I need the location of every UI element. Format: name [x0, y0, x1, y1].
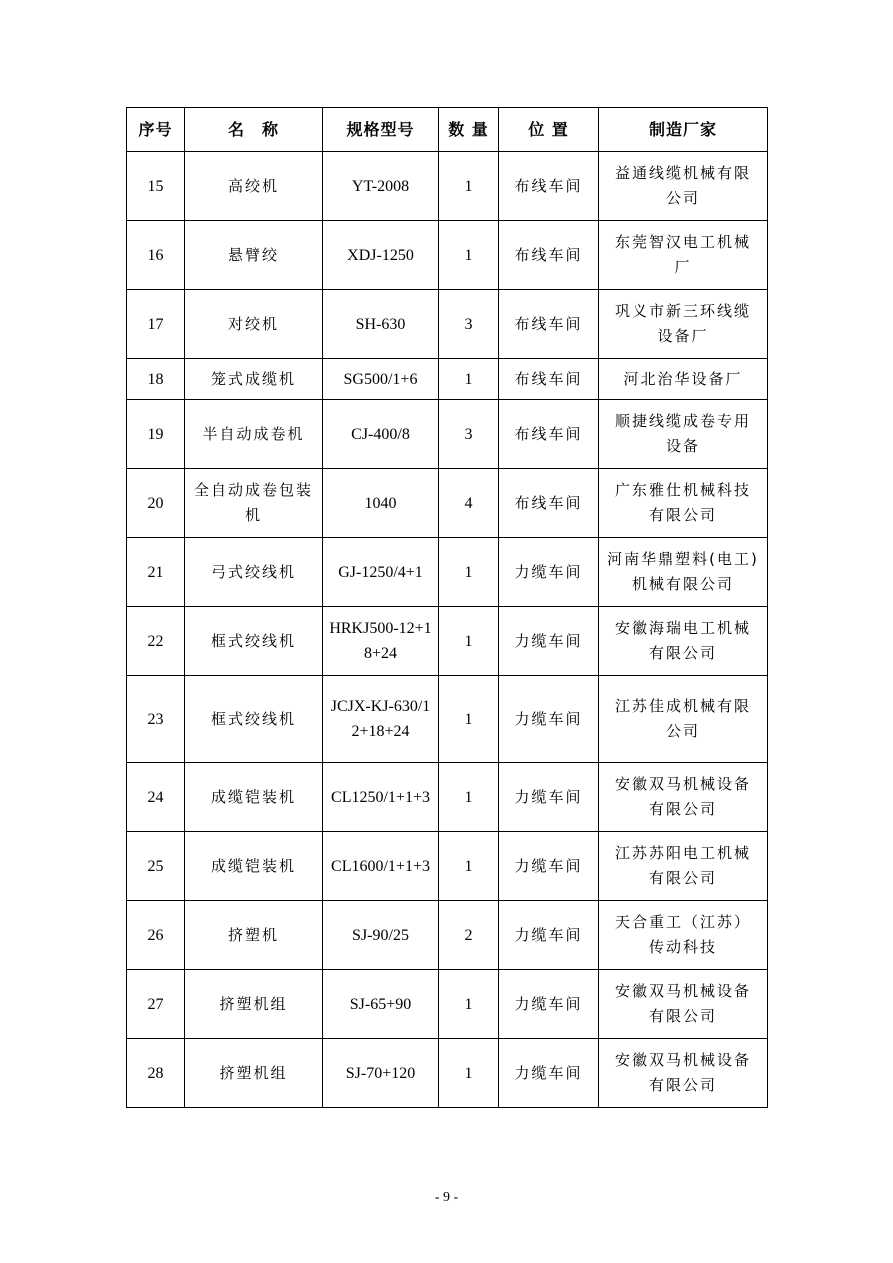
cell-name: 悬臂绞: [185, 221, 323, 290]
cell-serial-number: 18: [127, 359, 185, 400]
cell-name: 框式绞线机: [185, 607, 323, 676]
cell-name: 框式绞线机: [185, 676, 323, 763]
cell-quantity: 1: [439, 1039, 499, 1108]
cell-model: YT-2008: [323, 152, 439, 221]
cell-quantity: 1: [439, 538, 499, 607]
cell-location: 力缆车间: [499, 970, 599, 1039]
table-row: [127, 469, 768, 538]
cell-location: 力缆车间: [499, 538, 599, 607]
cell-serial-number: 15: [127, 152, 185, 221]
table-row: [127, 359, 768, 400]
cell-location: 布线车间: [499, 152, 599, 221]
cell-model: SH-630: [323, 290, 439, 359]
cell-name: 成缆铠装机: [185, 763, 323, 832]
cell-name: 笼式成缆机: [185, 359, 323, 400]
cell-serial-number: 17: [127, 290, 185, 359]
cell-manufacturer: 河北治华设备厂: [599, 359, 768, 400]
cell-model: HRKJ500-12+18+24: [323, 607, 439, 676]
cell-manufacturer: 天合重工（江苏）传动科技: [599, 901, 768, 970]
cell-model: SG500/1+6: [323, 359, 439, 400]
cell-name: 全自动成卷包装机: [185, 469, 323, 538]
cell-name: 挤塑机组: [185, 1039, 323, 1108]
cell-model: CL1600/1+1+3: [323, 832, 439, 901]
cell-model: CJ-400/8: [323, 400, 439, 469]
cell-serial-number: 16: [127, 221, 185, 290]
cell-serial-number: 19: [127, 400, 185, 469]
header-manufacturer: 制造厂家: [599, 108, 768, 152]
cell-location: 力缆车间: [499, 763, 599, 832]
header-name: 名 称: [185, 108, 323, 152]
cell-serial-number: 22: [127, 607, 185, 676]
table-row: [127, 1039, 768, 1108]
cell-location: 力缆车间: [499, 901, 599, 970]
table-body: [127, 152, 768, 1108]
page-number: - 9 -: [434, 1190, 459, 1205]
table-row: [127, 970, 768, 1039]
table-row: [127, 607, 768, 676]
cell-manufacturer: 安徽双马机械设备有限公司: [599, 1039, 768, 1108]
cell-location: 布线车间: [499, 400, 599, 469]
table-row: [127, 763, 768, 832]
cell-location: 布线车间: [499, 359, 599, 400]
table-row: [127, 538, 768, 607]
cell-location: 布线车间: [499, 290, 599, 359]
table-row: [127, 221, 768, 290]
cell-quantity: 2: [439, 901, 499, 970]
cell-name: 弓式绞线机: [185, 538, 323, 607]
cell-name: 高绞机: [185, 152, 323, 221]
cell-manufacturer: 益通线缆机械有限公司: [599, 152, 768, 221]
cell-serial-number: 27: [127, 970, 185, 1039]
cell-location: 力缆车间: [499, 607, 599, 676]
cell-manufacturer: 安徽双马机械设备有限公司: [599, 763, 768, 832]
cell-model: JCJX-KJ-630/12+18+24: [323, 676, 439, 763]
table-row: [127, 901, 768, 970]
cell-manufacturer: 顺捷线缆成卷专用设备: [599, 400, 768, 469]
header-location: 位 置: [499, 108, 599, 152]
cell-quantity: 1: [439, 221, 499, 290]
cell-serial-number: 26: [127, 901, 185, 970]
cell-manufacturer: 江苏佳成机械有限公司: [599, 676, 768, 763]
header-model: 规格型号: [323, 108, 439, 152]
cell-quantity: 1: [439, 970, 499, 1039]
cell-quantity: 1: [439, 359, 499, 400]
table-row: [127, 152, 768, 221]
cell-name: 挤塑机: [185, 901, 323, 970]
cell-manufacturer: 河南华鼎塑料(电工)机械有限公司: [599, 538, 768, 607]
table-row: [127, 290, 768, 359]
cell-name: 挤塑机组: [185, 970, 323, 1039]
table-row: [127, 676, 768, 763]
cell-name: 半自动成卷机: [185, 400, 323, 469]
cell-serial-number: 25: [127, 832, 185, 901]
cell-model: 1040: [323, 469, 439, 538]
cell-model: XDJ-1250: [323, 221, 439, 290]
cell-manufacturer: 安徽海瑞电工机械有限公司: [599, 607, 768, 676]
cell-location: 力缆车间: [499, 832, 599, 901]
table-row: [127, 832, 768, 901]
cell-model: CL1250/1+1+3: [323, 763, 439, 832]
cell-quantity: 4: [439, 469, 499, 538]
cell-quantity: 1: [439, 832, 499, 901]
cell-manufacturer: 江苏苏阳电工机械有限公司: [599, 832, 768, 901]
cell-serial-number: 20: [127, 469, 185, 538]
cell-manufacturer: 巩义市新三环线缆设备厂: [599, 290, 768, 359]
cell-model: GJ-1250/4+1: [323, 538, 439, 607]
cell-location: 力缆车间: [499, 1039, 599, 1108]
table-row: [127, 400, 768, 469]
cell-location: 力缆车间: [499, 676, 599, 763]
cell-model: SJ-70+120: [323, 1039, 439, 1108]
cell-manufacturer: 安徽双马机械设备有限公司: [599, 970, 768, 1039]
cell-location: 布线车间: [499, 469, 599, 538]
cell-quantity: 1: [439, 152, 499, 221]
header-serial-number: 序号: [127, 108, 185, 152]
cell-model: SJ-90/25: [323, 901, 439, 970]
cell-serial-number: 28: [127, 1039, 185, 1108]
cell-name: 对绞机: [185, 290, 323, 359]
cell-quantity: 1: [439, 763, 499, 832]
cell-quantity: 1: [439, 676, 499, 763]
table-header-row: [127, 108, 768, 152]
header-quantity: 数 量: [439, 108, 499, 152]
cell-manufacturer: 东莞智汉电工机械厂: [599, 221, 768, 290]
cell-location: 布线车间: [499, 221, 599, 290]
cell-model: SJ-65+90: [323, 970, 439, 1039]
cell-quantity: 3: [439, 290, 499, 359]
cell-manufacturer: 广东雅仕机械科技有限公司: [599, 469, 768, 538]
cell-quantity: 1: [439, 607, 499, 676]
cell-serial-number: 23: [127, 676, 185, 763]
cell-serial-number: 24: [127, 763, 185, 832]
cell-name: 成缆铠装机: [185, 832, 323, 901]
cell-serial-number: 21: [127, 538, 185, 607]
cell-quantity: 3: [439, 400, 499, 469]
equipment-table: [126, 107, 768, 1108]
